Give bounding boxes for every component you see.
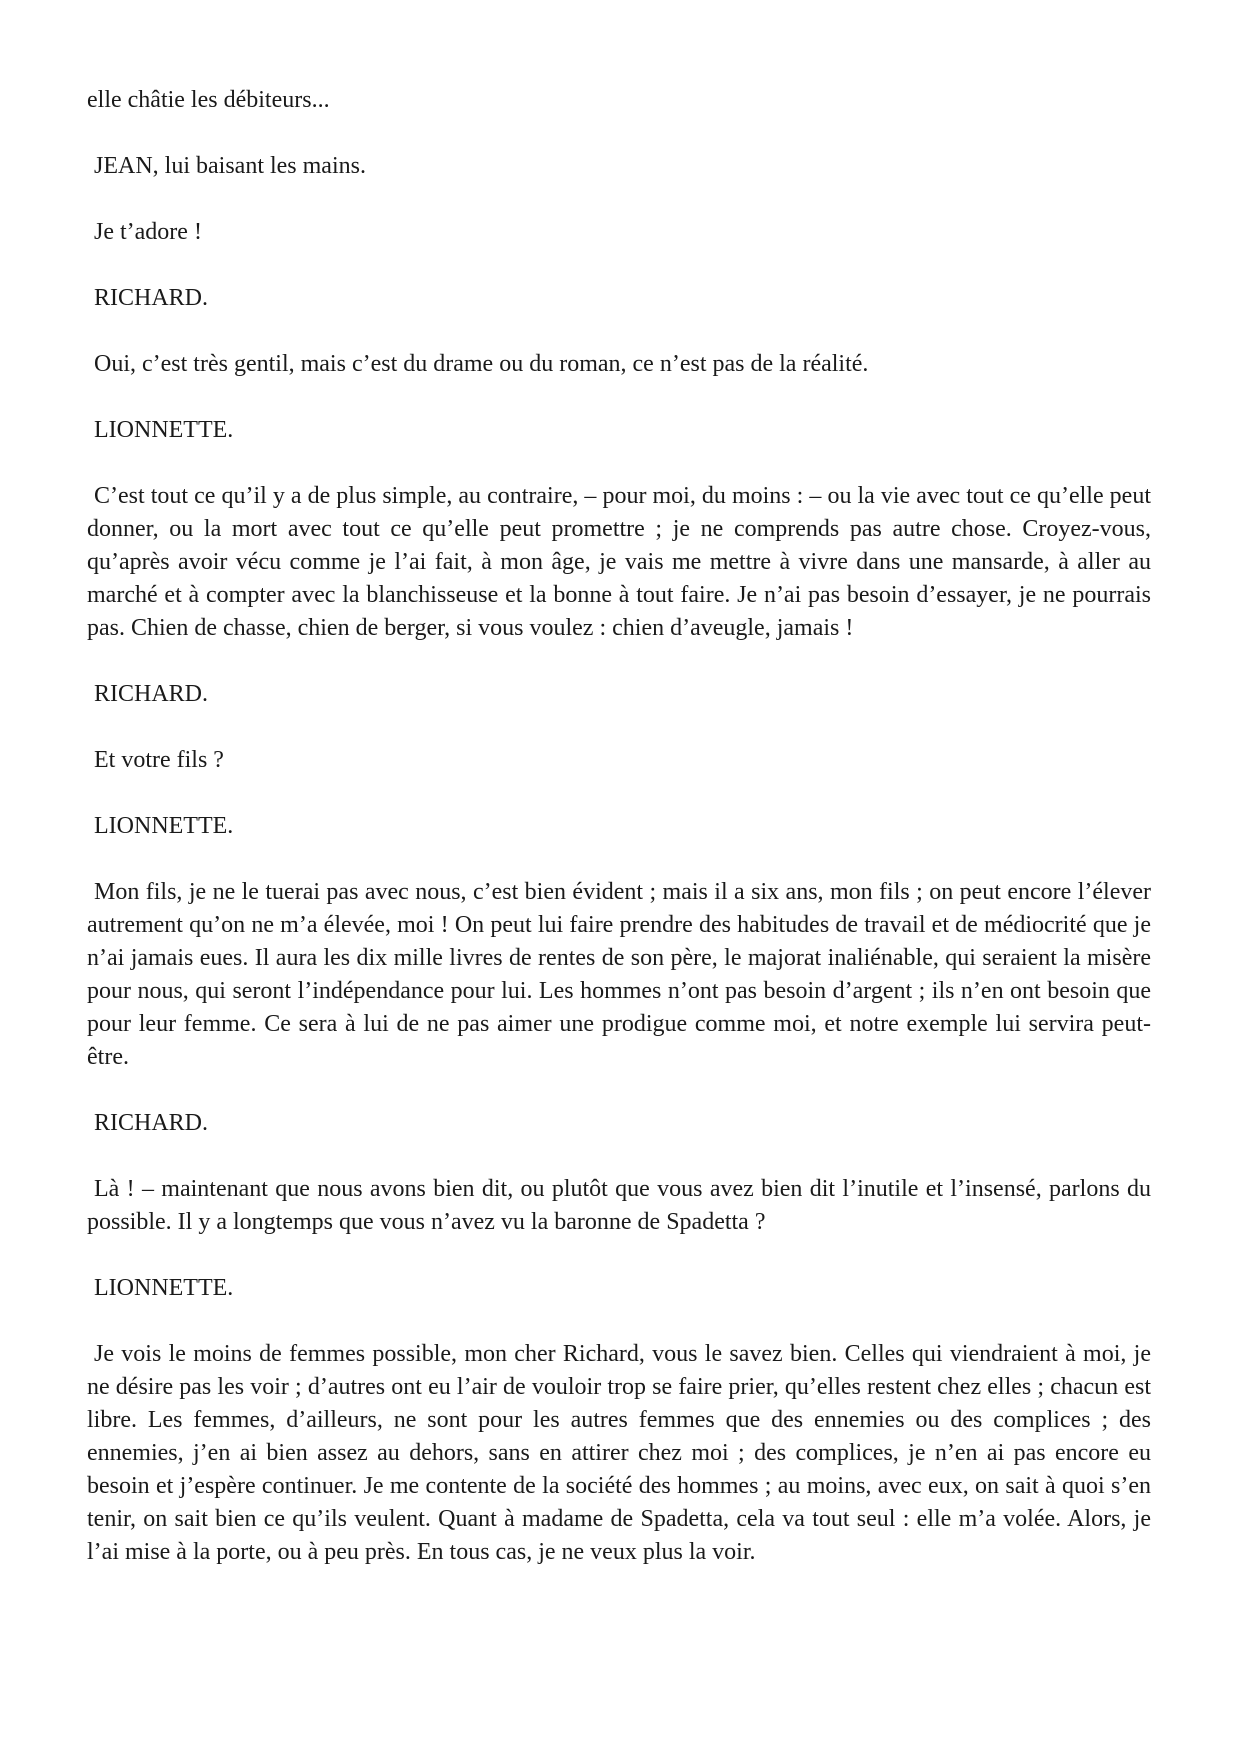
speech-paragraph: Et votre fils ? [94, 747, 224, 773]
speaker-heading: LIONNETTE. [94, 813, 234, 839]
speech-paragraph: Je vois le moins de femmes possible, mon cher Richard, vous le savez bien. Celles qui viendraient à moi, je ne désire pas les voir ; d’autres ont eu l’air de vouloir trop se faire prier, qu’elles restent chez elles ; chacun est libre. Les femmes, d’ailleurs, ne sont pour les autres femmes que des ennemies ou des complices ; des ennemies, j’en ai bien assez au dehors, sans en attirer chez moi ; des complices, je n’en ai pas encore eu besoin et j’espère continuer. Je me contente de la société des hommes ; au moins, avec eux, on sait à quoi s’en tenir, on sait bien ce qu’ils veulent. Quant à madame de Spadetta, cela va tout seul : elle m’a volée. Alors, je l’ai mise à la porte, ou à peu près. En tous cas, je ne veux plus la voir. [87, 1341, 1151, 1565]
document-page [87, 84, 1151, 1569]
speech-paragraph: C’est tout ce qu’il y a de plus simple, au contraire, – pour moi, du moins : – ou la vie avec tout ce qu’elle peut donner, ou la mort avec tout ce qu’elle peut promettre ; je ne comprends pas autre chose. Croyez-vous, qu’après avoir vécu comme je l’ai fait, à mon âge, je vais me mettre à vivre dans une mansarde, à aller au marché et à compter avec la blanchisseuse et la bonne à tout faire. Je n’ai pas besoin d’essayer, je ne pourrais pas. Chien de chasse, chien de berger, si vous voulez : chien d’aveugle, jamais ! [87, 483, 1151, 641]
speaker-heading: RICHARD. [94, 681, 209, 707]
speaker-heading: RICHARD. [94, 285, 209, 311]
speech-paragraph: Je t’adore ! [94, 219, 202, 245]
text-line: elle châtie les débiteurs... [87, 87, 330, 113]
speech-paragraph: Mon fils, je ne le tuerai pas avec nous, c’est bien évident ; mais il a six ans, mon fils ; on peut encore l’élever autrement qu’on ne m’a élevée, moi ! On peut lui faire prendre des habitudes de travail et de médiocrité que je n’ai jamais eues. Il aura les dix mille livres de rentes de son père, le majorat inaliénable, qui seraient la misère pour nous, qui seront l’indépendance pour lui. Les hommes n’ont pas besoin d’argent ; ils n’en ont besoin que pour leur femme. Ce sera à lui de ne pas aimer une prodigue comme moi, et notre exemple lui servira peut-être. [87, 879, 1151, 1070]
speaker-heading: LIONNETTE. [94, 1275, 234, 1301]
speech-paragraph: Oui, c’est très gentil, mais c’est du drame ou du roman, ce n’est pas de la réalité. [94, 351, 869, 377]
speaker-heading: RICHARD. [94, 1110, 209, 1136]
speaker-heading: JEAN, lui baisant les mains. [94, 153, 366, 179]
speaker-heading: LIONNETTE. [94, 417, 234, 443]
speech-paragraph: Là ! – maintenant que nous avons bien dit, ou plutôt que vous avez bien dit l’inutile et l’insensé, parlons du possible. Il y a longtemps que vous n’avez vu la baronne de Spadetta ? [87, 1176, 1151, 1235]
